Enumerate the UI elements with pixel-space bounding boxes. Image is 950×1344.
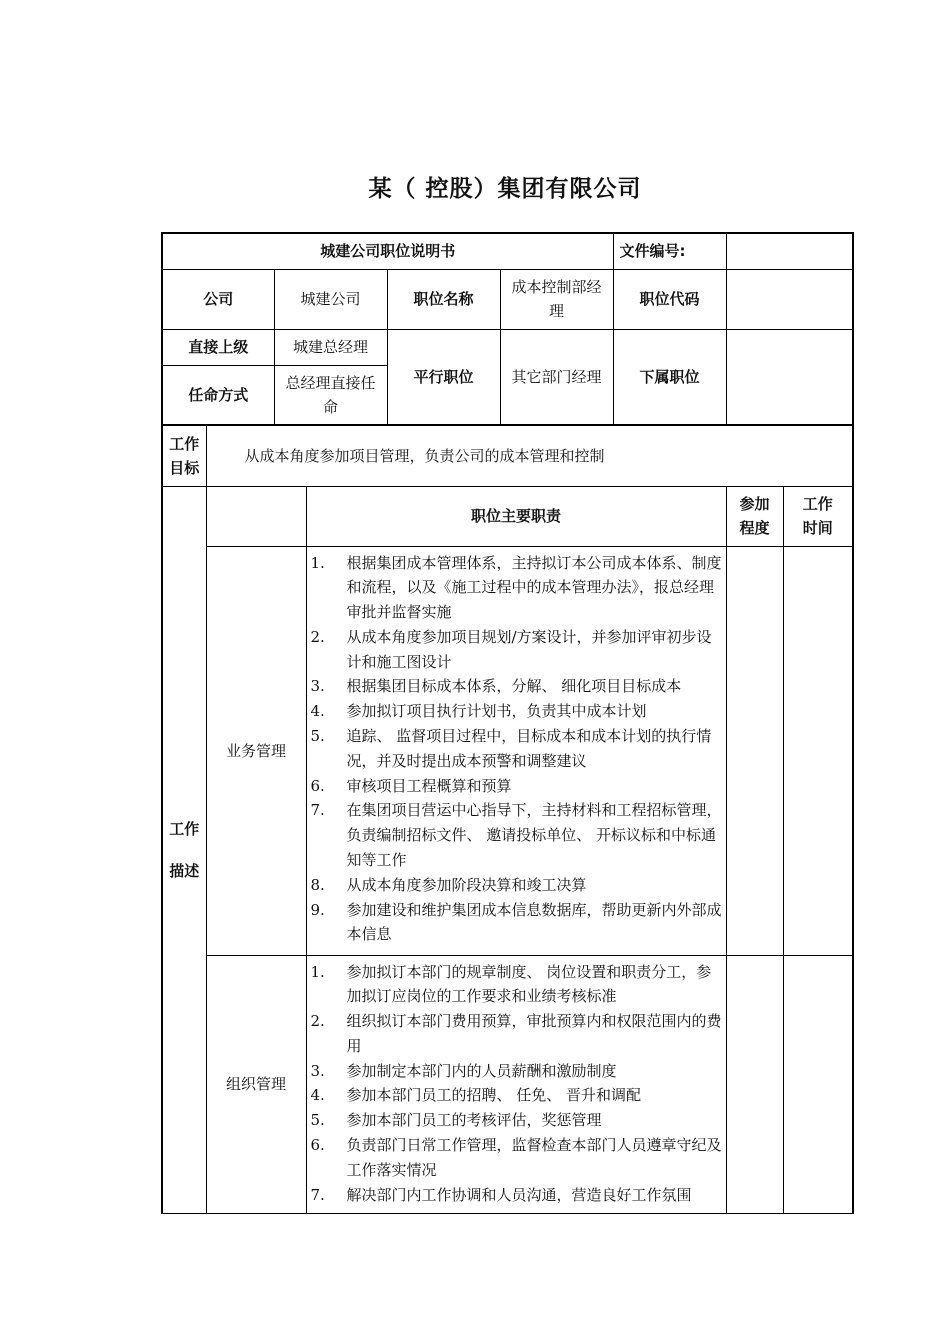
participate-header [726,486,783,546]
participate-business [726,546,783,955]
duty-number: 7. [310,1185,325,1204]
duty-number: 4. [310,1086,325,1105]
desc-label-line1: 工作 [169,819,200,838]
participate-header-line1: 参加 [739,495,770,513]
duty-number: 5. [310,1111,325,1130]
subordinate-value [726,329,853,425]
time-header [783,486,853,546]
duty-text: 参加制定本部门内的人员薪酬和激励制度 [346,1061,617,1080]
duty-item [311,551,722,625]
duty-number: 3. [310,1061,325,1080]
duty-list-business [307,547,726,950]
duty-number: 6. [310,776,325,795]
duty-item [311,1133,722,1183]
duty-number: 5. [310,727,325,746]
duty-number: 1. [310,962,325,981]
goal-label [162,425,206,486]
duty-text: 根据集团目标成本体系，分解、 细化项目目标成本 [346,677,682,696]
form-title: 城建公司职位说明书 [162,233,613,269]
duty-number: 8. [310,875,325,894]
duty-item [311,1059,722,1084]
goal-label-line2: 目标 [169,458,200,477]
duty-item [311,699,722,724]
duty-item [311,674,722,699]
section-name-business: 业务管理 [206,546,306,955]
position-code-value [726,269,853,329]
duty-item [311,873,722,898]
duty-number: 1. [310,553,325,572]
goal-label-line1: 工作 [169,434,200,453]
page-title: 某（ 控股）集团有限公司 [368,176,642,202]
duty-item [311,898,722,948]
parallel-value: 其它部门经理 [500,329,613,425]
duty-item [311,1183,722,1208]
company-label: 公司 [162,269,274,329]
duty-item [311,798,722,872]
duty-text: 在集团项目营运中心指导下，主持材料和工程招标管理，负责编制招标文件、 邀请投标单位、 开标议标和中标通知等工作 [346,801,722,870]
superior-label: 直接上级 [162,329,274,365]
duty-text: 审核项目工程概算和预算 [346,776,512,795]
duty-item [311,1083,722,1108]
company-value: 城建公司 [274,269,387,329]
time-header-line1: 工作 [802,495,833,513]
superior-value: 城建总经理 [274,329,387,365]
duty-number: 6. [310,1136,325,1155]
duties-organization [306,955,726,1213]
goal-text: 从成本角度参加项目管理，负责公司的成本管理和控制 [206,425,853,486]
duty-number: 2. [310,627,325,646]
duty-number: 2. [310,1012,325,1031]
duty-number: 3. [310,677,325,696]
section-name-organization: 组织管理 [206,955,306,1213]
appoint-label: 任命方式 [162,365,274,425]
duty-item [311,1009,722,1059]
duty-number: 7. [310,801,325,820]
duty-text: 参加建设和维护集团成本信息数据库，帮助更新内外部成本信息 [346,900,722,944]
duty-text: 追踪、 监督项目过程中，目标成本和成本计划的执行情况，并及时提出成本预警和调整建议 [346,727,712,770]
duty-text: 解决部门内工作协调和人员沟通，营造良好工作氛围 [346,1185,692,1204]
duty-text: 从成本角度参加项目规划/方案设计，并参加评审初步设计和施工图设计 [346,627,712,671]
position-name-label: 职位名称 [387,269,500,329]
category-header [206,486,306,546]
duty-item [311,774,722,799]
duty-item [311,1108,722,1133]
duty-text: 参加拟订项目执行计划书，负责其中成本计划 [346,702,647,721]
time-organization [783,955,853,1213]
file-no-label: 文件编号: [613,233,726,269]
job-description-table [161,232,854,1214]
participate-organization [726,955,783,1213]
duty-number: 9. [310,900,325,919]
time-business [783,546,853,955]
desc-label-line2: 描述 [169,861,200,880]
position-code-label: 职位代码 [613,269,726,329]
file-no-value [726,233,853,269]
desc-label [162,486,206,1213]
duty-item [311,625,722,675]
duty-text: 参加本部门员工的招聘、 任免、 晋升和调配 [346,1086,642,1105]
duties-business [306,546,726,955]
subordinate-label: 下属职位 [613,329,726,425]
duty-text: 根据集团成本管理体系，主持拟订本公司成本体系、制度和流程，以及《施工过程中的成本管理办法》，报总经理审批并监督实施 [346,553,722,622]
duty-text: 负责部门日常工作管理，监督检查本部门人员遵章守纪及工作落实情况 [346,1136,722,1179]
appoint-value: 总经理直接任命 [274,365,387,425]
duty-number: 4. [310,702,325,721]
duties-header: 职位主要职责 [306,486,726,546]
duty-text: 参加本部门员工的考核评估，奖惩管理 [346,1111,602,1130]
parallel-label: 平行职位 [387,329,500,425]
participate-header-line2: 程度 [739,519,770,537]
duty-item [311,960,722,1010]
position-name-value: 成本控制部经理 [500,269,613,329]
duty-text: 参加拟订本部门的规章制度、 岗位设置和职责分工，参加拟订应岗位的工作要求和业绩考核标准 [346,962,712,1006]
duty-list-organization [307,956,726,1210]
duty-item [311,724,722,774]
duty-text: 组织拟订本部门费用预算，审批预算内和权限范围内的费用 [346,1012,722,1055]
time-header-line2: 时间 [802,519,833,537]
duty-text: 从成本角度参加阶段决算和竣工决算 [346,875,587,894]
